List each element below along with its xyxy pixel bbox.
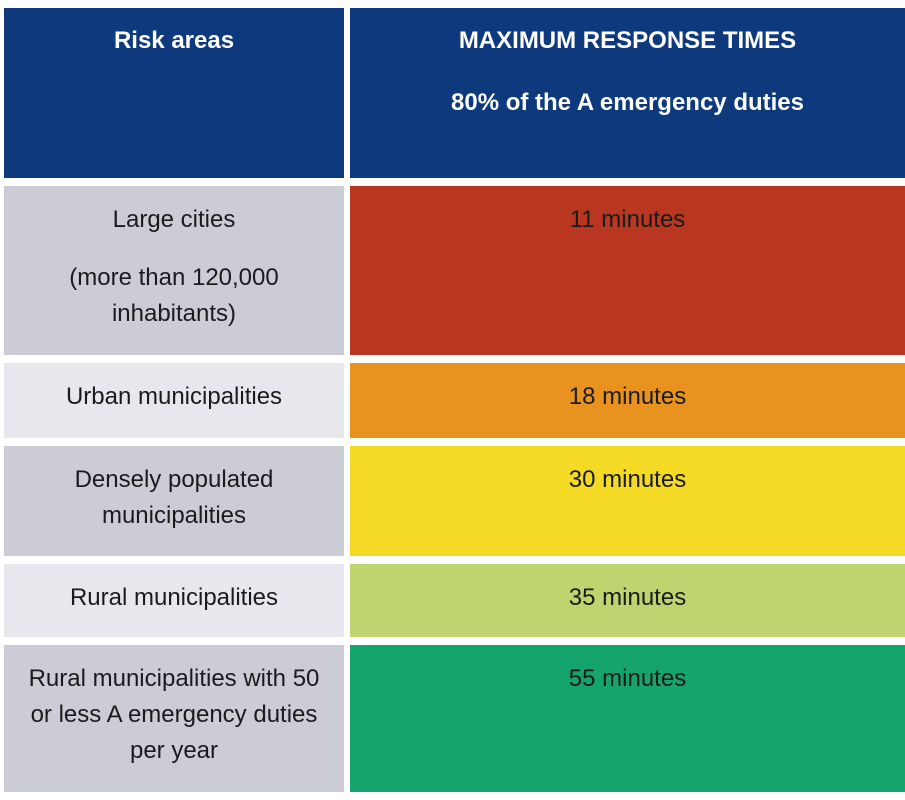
- area-sublabel-large-cities: (more than 120,000 inhabitants): [69, 264, 279, 327]
- response-times-table: [4, 8, 905, 800]
- table-row-densely-populated: [4, 446, 905, 556]
- table-row-rural-low-duties: [4, 645, 905, 792]
- area-cell-rural-low-duties: [4, 645, 344, 792]
- area-label-densely-populated: Densely populated municipalities: [74, 466, 274, 529]
- area-cell-rural-municipalities: [4, 564, 344, 637]
- area-label-rural-low-duties: Rural municipalities with 50 or less A emergency duties per year: [28, 665, 320, 764]
- header-cell-response-times: [350, 8, 905, 178]
- time-cell-large-cities: [350, 186, 905, 355]
- area-label-large-cities: Large cities: [112, 206, 236, 233]
- table-row-urban-municipalities: [4, 363, 905, 438]
- table-header-row: [4, 8, 905, 178]
- table-row-large-cities: [4, 186, 905, 355]
- area-cell-densely-populated: [4, 446, 344, 556]
- time-cell-rural-low-duties: [350, 645, 905, 792]
- risk-areas-header-label: Risk areas: [113, 27, 235, 54]
- time-value-rural-municipalities: 35 minutes: [568, 584, 687, 611]
- time-value-large-cities: 11 minutes: [569, 206, 686, 233]
- time-value-urban-municipalities: 18 minutes: [568, 383, 687, 410]
- time-cell-densely-populated: [350, 446, 905, 556]
- time-cell-rural-municipalities: [350, 564, 905, 637]
- time-value-rural-low-duties: 55 minutes: [568, 665, 687, 692]
- time-cell-urban-municipalities: [350, 363, 905, 438]
- area-cell-urban-municipalities: [4, 363, 344, 438]
- response-times-header-subtitle: 80% of the A emergency duties: [451, 89, 804, 116]
- area-cell-large-cities: [4, 186, 344, 355]
- area-label-urban-municipalities: Urban municipalities: [65, 383, 283, 410]
- time-value-densely-populated: 30 minutes: [568, 466, 687, 493]
- table-row-rural-municipalities: [4, 564, 905, 637]
- response-times-header-title: MAXIMUM RESPONSE TIMES: [458, 27, 797, 54]
- header-cell-risk-areas: [4, 8, 344, 178]
- area-label-rural-municipalities: Rural municipalities: [69, 584, 279, 611]
